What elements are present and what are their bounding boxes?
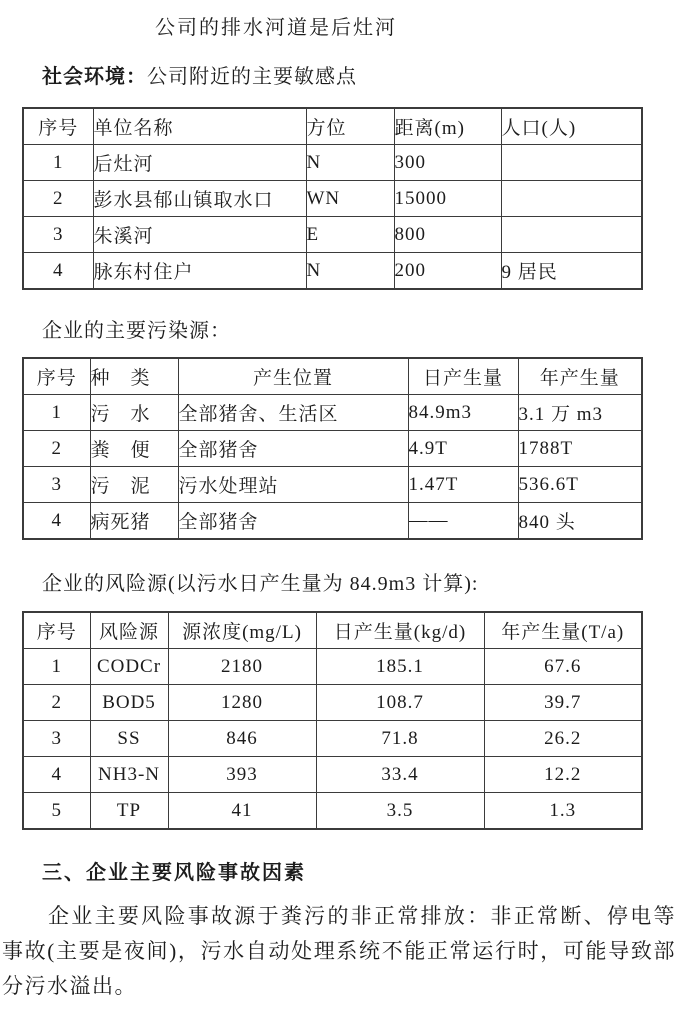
table-cell: 1 bbox=[23, 649, 90, 685]
table-cell: 800 bbox=[394, 217, 501, 253]
column-header: 序号 bbox=[23, 108, 93, 145]
table-cell: 200 bbox=[394, 253, 501, 290]
table-cell: 1280 bbox=[168, 685, 316, 721]
column-header: 日产生量(kg/d) bbox=[316, 612, 484, 649]
table-cell: N bbox=[306, 253, 394, 290]
table-cell: NH3-N bbox=[90, 757, 168, 793]
table-header-row bbox=[23, 358, 642, 395]
table-cell: 393 bbox=[168, 757, 316, 793]
column-header: 人口(人) bbox=[501, 108, 642, 145]
table-cell: 185.1 bbox=[316, 649, 484, 685]
table-cell: 1.3 bbox=[484, 793, 642, 830]
table-cell: 朱溪河 bbox=[93, 217, 306, 253]
table-cell: E bbox=[306, 217, 394, 253]
table-cell: 536.6T bbox=[518, 467, 642, 503]
table-cell: 41 bbox=[168, 793, 316, 830]
table-cell: 污 泥 bbox=[90, 467, 178, 503]
doc-title: 公司的排水河道是后灶河 bbox=[155, 17, 397, 39]
table-cell: 4 bbox=[23, 253, 93, 290]
table-cell: 71.8 bbox=[316, 721, 484, 757]
table-cell: 3.5 bbox=[316, 793, 484, 830]
table-row bbox=[23, 145, 642, 181]
table-cell: 污水处理站 bbox=[178, 467, 408, 503]
table-cell: 后灶河 bbox=[93, 145, 306, 181]
table-cell: 2180 bbox=[168, 649, 316, 685]
table-cell: 39.7 bbox=[484, 685, 642, 721]
table-row bbox=[23, 395, 642, 431]
table-cell bbox=[501, 217, 642, 253]
table-row bbox=[23, 253, 642, 290]
table-cell: 3.1 万 m3 bbox=[518, 395, 642, 431]
section-text: 公司附近的主要敏感点 bbox=[147, 66, 357, 88]
table-cell: 1788T bbox=[518, 431, 642, 467]
column-header: 单位名称 bbox=[93, 108, 306, 145]
table-cell: 840 头 bbox=[518, 503, 642, 540]
table-row bbox=[23, 503, 642, 540]
table-cell: 彭水县郁山镇取水口 bbox=[93, 181, 306, 217]
table-cell: WN bbox=[306, 181, 394, 217]
table-cell: 5 bbox=[23, 793, 90, 830]
table-cell: 2 bbox=[23, 431, 90, 467]
column-header: 产生位置 bbox=[178, 358, 408, 395]
table-cell: 4 bbox=[23, 503, 90, 540]
column-header: 年产生量 bbox=[518, 358, 642, 395]
section-label: 社会环境： bbox=[42, 66, 147, 88]
table-row bbox=[23, 721, 642, 757]
table-cell: 1.47T bbox=[408, 467, 518, 503]
table-row bbox=[23, 685, 642, 721]
table-cell: 846 bbox=[168, 721, 316, 757]
table-row bbox=[23, 217, 642, 253]
table-cell: 病死猪 bbox=[90, 503, 178, 540]
table-cell bbox=[501, 145, 642, 181]
risk-sources-table bbox=[22, 611, 643, 830]
table-header-row bbox=[23, 612, 642, 649]
table-cell: 3 bbox=[23, 721, 90, 757]
pollution-sources-table bbox=[22, 357, 643, 540]
table-cell: 全部猪舍、生活区 bbox=[178, 395, 408, 431]
table-cell: 300 bbox=[394, 145, 501, 181]
section-heading-factors: 三、企业主要风险事故因素 bbox=[42, 862, 306, 884]
table-cell: 1 bbox=[23, 145, 93, 181]
table-cell: 4.9T bbox=[408, 431, 518, 467]
table-cell: 108.7 bbox=[316, 685, 484, 721]
table-cell: 粪 便 bbox=[90, 431, 178, 467]
table-cell: 15000 bbox=[394, 181, 501, 217]
table-cell: TP bbox=[90, 793, 168, 830]
table-cell: CODCr bbox=[90, 649, 168, 685]
column-header: 序号 bbox=[23, 358, 90, 395]
table-cell: 26.2 bbox=[484, 721, 642, 757]
table-cell: 3 bbox=[23, 217, 93, 253]
table-row bbox=[23, 467, 642, 503]
body-paragraph: 企业主要风险事故源于粪污的非正常排放：非正常断、停电等事故(主要是夜间)，污水自动处理系统不能正常运行时，可能导致部分污水溢出。 bbox=[2, 904, 676, 998]
table-cell: BOD5 bbox=[90, 685, 168, 721]
table-cell: 全部猪舍 bbox=[178, 503, 408, 540]
table-cell bbox=[501, 181, 642, 217]
table-cell: 4 bbox=[23, 757, 90, 793]
table-row bbox=[23, 431, 642, 467]
table-cell: SS bbox=[90, 721, 168, 757]
table-cell: 全部猪舍 bbox=[178, 431, 408, 467]
table-cell: 脉东村住户 bbox=[93, 253, 306, 290]
column-header: 距离(m) bbox=[394, 108, 501, 145]
column-header: 方位 bbox=[306, 108, 394, 145]
table-cell: 3 bbox=[23, 467, 90, 503]
section-heading-risk: 企业的风险源(以污水日产生量为 84.9m3 计算): bbox=[42, 573, 479, 595]
table-cell: 12.2 bbox=[484, 757, 642, 793]
column-header: 种 类 bbox=[90, 358, 178, 395]
column-header: 源浓度(mg/L) bbox=[168, 612, 316, 649]
column-header: 序号 bbox=[23, 612, 90, 649]
table-cell: 污 水 bbox=[90, 395, 178, 431]
table-cell: 84.9m3 bbox=[408, 395, 518, 431]
table-row bbox=[23, 793, 642, 830]
column-header: 风险源 bbox=[90, 612, 168, 649]
table-cell: 33.4 bbox=[316, 757, 484, 793]
table-cell: 2 bbox=[23, 181, 93, 217]
column-header: 日产生量 bbox=[408, 358, 518, 395]
table-cell: 1 bbox=[23, 395, 90, 431]
table-cell: 67.6 bbox=[484, 649, 642, 685]
sensitive-points-table bbox=[22, 107, 643, 290]
column-header: 年产生量(T/a) bbox=[484, 612, 642, 649]
table-cell: N bbox=[306, 145, 394, 181]
table-row bbox=[23, 649, 642, 685]
table-row bbox=[23, 757, 642, 793]
table-cell: —— bbox=[408, 503, 518, 540]
section-heading-pollution: 企业的主要污染源： bbox=[42, 320, 231, 342]
table-cell: 9 居民 bbox=[501, 253, 642, 290]
table-row bbox=[23, 181, 642, 217]
section-heading-social bbox=[42, 60, 357, 89]
table-header-row bbox=[23, 108, 642, 145]
table-cell: 2 bbox=[23, 685, 90, 721]
